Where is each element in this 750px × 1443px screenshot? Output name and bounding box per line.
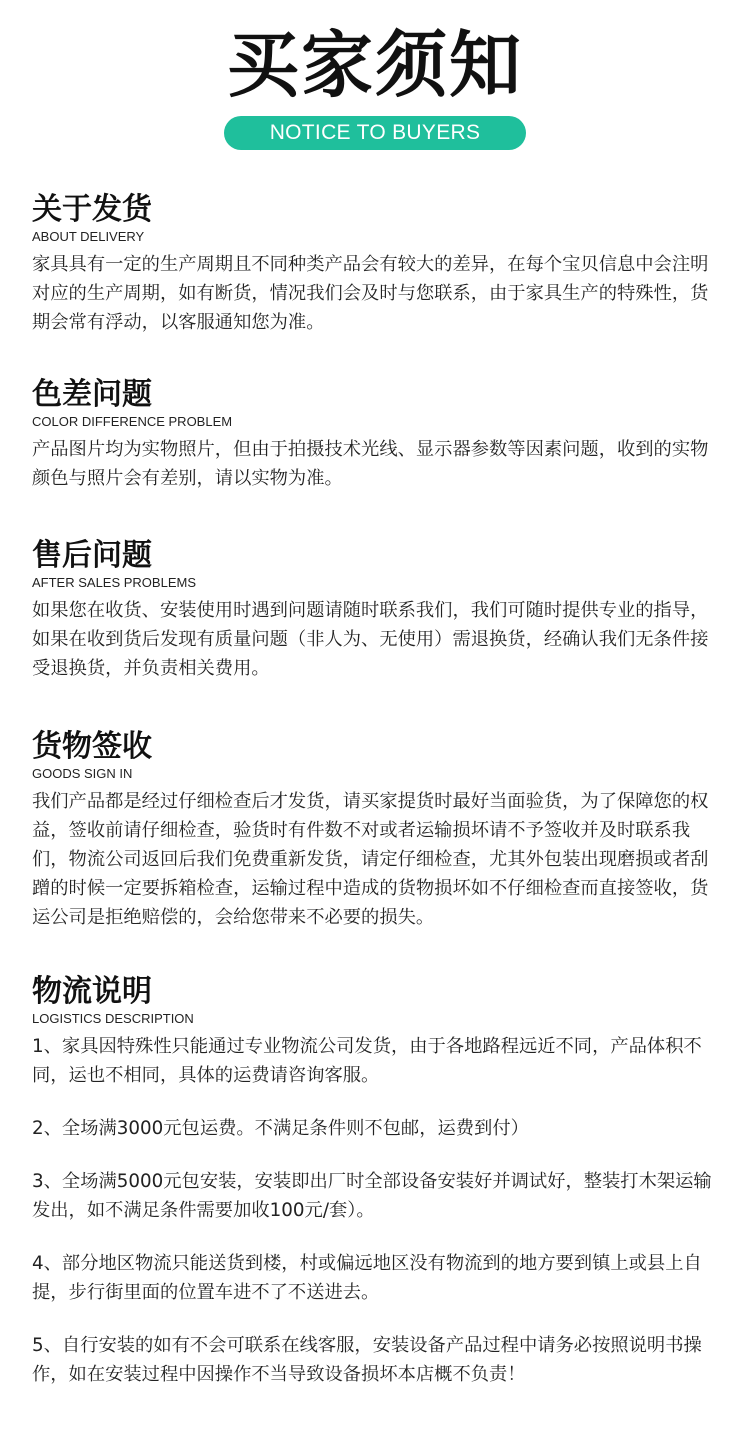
section-paragraph: 如果您在收货、安装使用时遇到问题请随时联系我们，我们可随时提供专业的指导，如果在收到货后发现有质量问题（非人为、无使用）需退换货，经确认我们无条件接受退换货，并负责相关费用。 xyxy=(32,600,709,679)
section-title: 关于发货 xyxy=(32,192,152,227)
logistics-item-1: 1、家具因特殊性只能通过专业物流公司发货，由于各地路程远近不同，产品体积不同，运也不相同，具体的运费请咨询客服。 xyxy=(32,1036,702,1086)
section-body xyxy=(32,596,722,683)
section-title: 售后问题 xyxy=(32,538,152,573)
logistics-item-4: 4、部分地区物流只能送货到楼，村或偏远地区没有物流到的地方要到镇上或县上自提，步行街里面的位置车进不了不送进去。 xyxy=(32,1253,702,1303)
page-title: 买家须知 xyxy=(226,23,523,107)
section-subtitle: LOGISTICS DESCRIPTION xyxy=(32,1011,194,1026)
section-about-delivery xyxy=(32,192,722,337)
section-body xyxy=(32,435,722,493)
logistics-item-3: 3、全场满5000元包安装，安装即出厂时全部设备安装好并调试好，整装打木架运输发出，如不满足条件需要加收100元/套）。 xyxy=(32,1171,712,1221)
section-subtitle: GOODS SIGN IN xyxy=(32,766,133,781)
section-title: 色差问题 xyxy=(32,377,152,412)
section-subtitle: COLOR DIFFERENCE PROBLEM xyxy=(32,414,233,429)
section-after-sales xyxy=(32,538,722,683)
section-body xyxy=(32,1032,722,1389)
section-subtitle: ABOUT DELIVERY xyxy=(32,229,145,244)
section-body xyxy=(32,250,722,337)
section-title: 货物签收 xyxy=(32,729,152,764)
section-color-difference xyxy=(32,377,722,493)
logistics-item-2: 2、全场满3000元包运费。不满足条件则不包邮，运费到付） xyxy=(32,1118,529,1139)
logistics-item-5: 5、自行安装的如有不会可联系在线客服，安装设备产品过程中请务必按照说明书操作，如在安装过程中因操作不当导致设备损坏本店概不负责！ xyxy=(32,1335,702,1385)
section-paragraph: 我们产品都是经过仔细检查后才发货，请买家提货时最好当面验货，为了保障您的权益，签收前请仔细检查，验货时有件数不对或者运输损坏请不予签收并及时联系我们，物流公司返回后我们免费重新发货，请定仔细检查，尤其外包装出现磨损或者刮蹭的时候一定要拆箱检查，运输过程中造成的货物损坏如不仔细检查而直接签收，货运公司是拒绝赔偿的，会给您带来不必要的损失。 xyxy=(32,791,709,928)
section-paragraph: 产品图片均为实物照片，但由于拍摄技术光线、显示器参数等因素问题，收到的实物颜色与照片会有差别，请以实物为准。 xyxy=(32,439,709,489)
notice-badge: NOTICE TO BUYERS xyxy=(224,116,526,150)
section-title: 物流说明 xyxy=(32,974,152,1009)
section-paragraph: 家具具有一定的生产周期且不同种类产品会有较大的差异，在每个宝贝信息中会注明对应的生产周期，如有断货，情况我们会及时与您联系，由于家具生产的特殊性，货期会常有浮动，以客服通知您为准。 xyxy=(32,254,709,333)
section-subtitle: AFTER SALES PROBLEMS xyxy=(32,575,196,590)
section-logistics xyxy=(32,974,722,1389)
section-body xyxy=(32,787,722,932)
section-goods-sign-in xyxy=(32,729,722,932)
